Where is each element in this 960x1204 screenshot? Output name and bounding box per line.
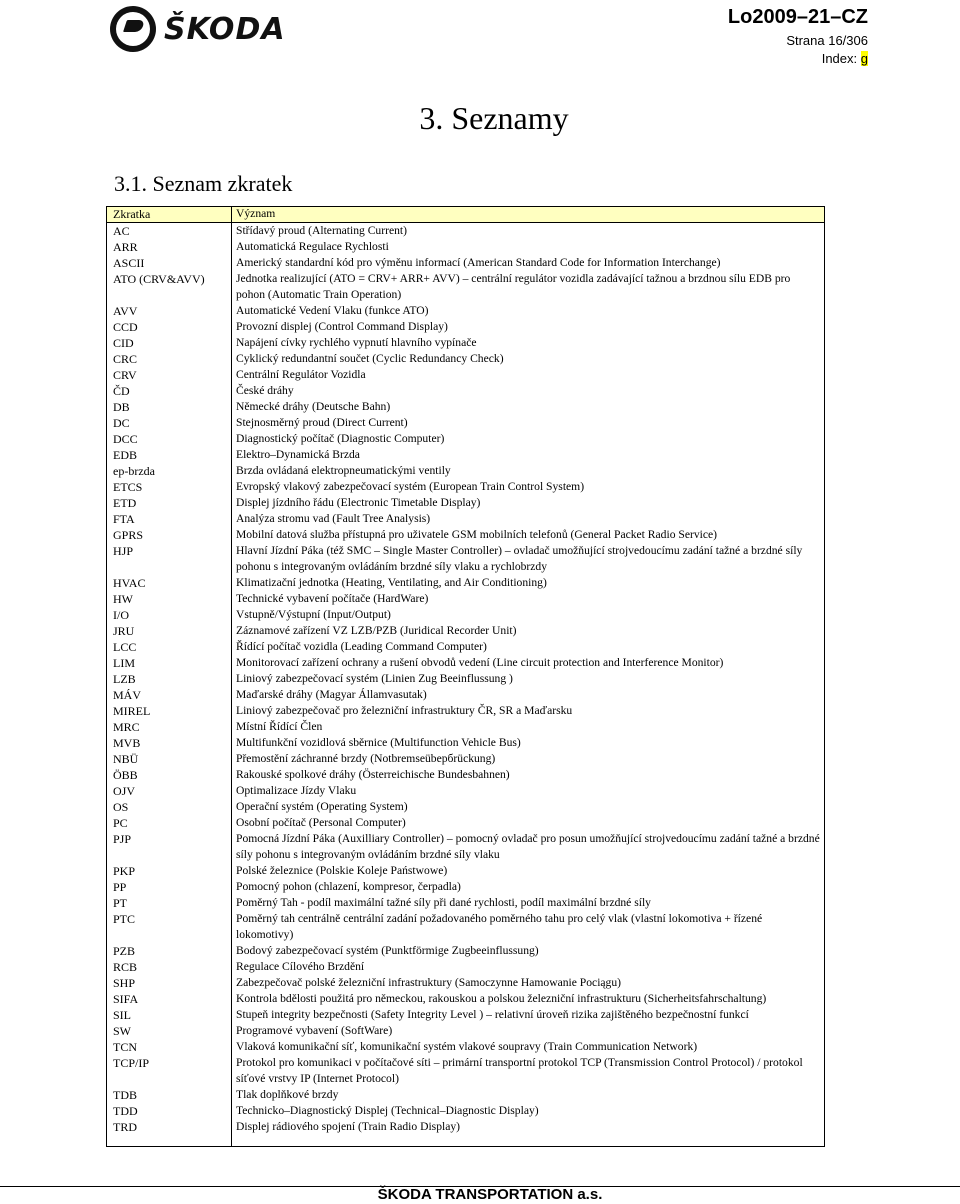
meaning-cell: Monitorovací zařízení ochrany a rušení obvodů vedení (Line circuit protection and Interference Monitor) [236, 656, 724, 669]
table-row [106, 1039, 825, 1055]
column-header-abbreviation: Zkratka [106, 206, 230, 223]
meaning-cell: Optimalizace Jízdy Vlaku [236, 784, 357, 797]
table-row [106, 1119, 825, 1135]
meaning-cell: Liniový zabezpečovač pro železniční infrastruktury ČR, SR a Maďarsku [236, 704, 573, 717]
table-row [106, 863, 825, 879]
revision-index [728, 50, 868, 68]
table-row [106, 751, 825, 767]
meaning-cell: Pomocný pohon (chlazení, kompresor, čerpadla) [236, 880, 461, 893]
table-row [106, 975, 825, 991]
meaning-cell: Multifunkční vozidlová sběrnice (Multifunction Vehicle Bus) [236, 736, 521, 749]
meaning-cell: Displej rádiového spojení (Train Radio Display) [236, 1120, 461, 1133]
abbreviation-cell: RCB [113, 960, 138, 974]
abbreviation-cell: SIFA [113, 992, 139, 1006]
meaning-cell: Přemostění záchranné brzdy (Notbremseübербrückung) [236, 752, 496, 765]
footer-company-name: ŠKODA TRANSPORTATION a.s. [377, 1186, 603, 1203]
abbreviation-cell: TCP/IP [113, 1056, 150, 1070]
meaning-cell: Provozní displej (Control Command Display) [236, 320, 448, 333]
table-row [106, 895, 825, 911]
table-row [106, 639, 825, 655]
table-row [106, 1055, 825, 1087]
table-row [106, 719, 825, 735]
table-row [106, 783, 825, 799]
abbreviation-cell: EDB [113, 448, 137, 462]
meaning-cell: Centrální Regulátor Vozidla [236, 368, 366, 381]
meaning-cell: Osobní počítač (Personal Computer) [236, 816, 406, 829]
meaning-cell: Vstupně/Výstupní (Input/Output) [236, 608, 391, 621]
meaning-cell: České dráhy [236, 384, 294, 397]
abbreviation-cell: CRV [113, 368, 137, 382]
table-row [106, 1007, 825, 1023]
table-row [106, 479, 825, 495]
table-row [106, 383, 825, 399]
table-row [106, 1087, 825, 1103]
table-row [106, 575, 825, 591]
abbreviation-cell: PP [113, 880, 127, 894]
table-row [106, 431, 825, 447]
abbreviation-cell: ČD [113, 384, 130, 398]
meaning-cell: Evropský vlakový zabezpečovací systém (European Train Control System) [236, 480, 585, 493]
abbreviation-cell: CRC [113, 352, 138, 366]
abbreviation-cell: DC [113, 416, 130, 430]
meaning-cell: Stupeň integrity bezpečnosti (Safety Integrity Level ) – relativní úroveň rizika zajištěného bezpečnostní funkcí [236, 1008, 749, 1021]
abbreviation-cell: MIREL [113, 704, 151, 718]
table-row [106, 735, 825, 751]
table-row [106, 831, 825, 863]
meaning-cell: Programové vybavení (SoftWare) [236, 1024, 393, 1037]
table-row [106, 767, 825, 783]
abbreviation-cell: ETCS [113, 480, 143, 494]
abbreviation-cell: AVV [113, 304, 138, 318]
abbreviations-table [106, 206, 825, 1135]
table-row [106, 271, 825, 303]
meaning-cell: Zabezpečovač polské železniční infrastruktury (Samoczynne Hamowanie Pociągu) [236, 976, 622, 989]
abbreviation-cell: JRU [113, 624, 135, 638]
table-row [106, 959, 825, 975]
meaning-cell: Řídící počítač vozidla (Leading Command Computer) [236, 640, 487, 653]
abbreviation-cell: CCD [113, 320, 138, 334]
table-row [106, 223, 825, 240]
skoda-logo [110, 6, 286, 52]
abbreviation-cell: TRD [113, 1120, 137, 1134]
meaning-cell: Německé dráhy (Deutsche Bahn) [236, 400, 391, 413]
abbreviation-cell: NBÜ [113, 752, 139, 766]
table-row [106, 591, 825, 607]
meaning-cell: Hlavní Jízdní Páka (též SMC – Single Master Controller) – ovladač umožňující strojvedoucímu zadání tažné a brzdné síly pohonu s integrovaným ovládáním brzdné síly vlaku a rychlobrzdy [236, 544, 803, 573]
abbreviation-cell: MVB [113, 736, 141, 750]
table-column-divider [231, 206, 232, 1147]
meaning-cell: Poměrný tah centrálně centrální zadání požadovaného poměrného tahu pro celý vlak (vlastní lokomotiva + řízené lokomotivy) [236, 912, 763, 941]
abbreviation-cell: ARR [113, 240, 138, 254]
abbreviation-cell: PTC [113, 912, 136, 926]
abbreviation-cell: DB [113, 400, 130, 414]
table-row [106, 991, 825, 1007]
meaning-cell: Cyklický redundantní součet (Cyclic Redundancy Check) [236, 352, 504, 365]
abbreviation-cell: MÁV [113, 688, 142, 702]
meaning-cell: Kontrola bdělosti použitá pro německou, rakouskou a polskou železniční infrastrukturu (Sicherheitsfahrschaltung) [236, 992, 767, 1005]
meaning-cell: Rakouské spolkové dráhy (Österreichische Bundesbahnen) [236, 768, 510, 781]
meaning-cell: Analýza stromu vad (Fault Tree Analysis) [236, 512, 431, 525]
table-row [106, 239, 825, 255]
abbreviation-cell: ASCII [113, 256, 145, 270]
table-row [106, 335, 825, 351]
abbreviation-cell: ep-brzda [113, 464, 155, 478]
table-row [106, 607, 825, 623]
meaning-cell: Maďarské dráhy (Magyar Államvasutak) [236, 688, 427, 701]
abbreviation-cell: GPRS [113, 528, 144, 542]
meaning-cell: Displej jízdního řádu (Electronic Timetable Display) [236, 496, 481, 509]
abbreviation-cell: DCC [113, 432, 138, 446]
abbreviation-cell: ETD [113, 496, 137, 510]
abbreviation-cell: HJP [113, 544, 134, 558]
meaning-cell: Pomocná Jízdní Páka (Auxilliary Controller) – pomocný ovladač pro posun umožňující strojvedoucímu zadání tažné a brzdné síly pohonu s integrovaným ovládáním brzdné síly vlaku [236, 832, 820, 861]
meaning-cell: Místní Řídící Člen [236, 720, 323, 733]
table-row [106, 687, 825, 703]
meaning-cell: Technické vybavení počítače (HardWare) [236, 592, 429, 605]
table-row [106, 447, 825, 463]
index-label: Index: [821, 51, 858, 66]
meaning-cell: Napájení cívky rychlého vypnutí hlavního vypínače [236, 336, 477, 349]
abbreviation-cell: SIL [113, 1008, 131, 1022]
abbreviation-cell: PJP [113, 832, 132, 846]
abbreviation-cell: CID [113, 336, 134, 350]
meaning-cell: Protokol pro komunikaci v počítačové síti – primární transportní protokol TCP (Transmission Control Protocol) / protokol síťové vrstvy IP (Internet Protocol) [236, 1056, 803, 1085]
logo-wordmark: ŠKODA [164, 11, 286, 47]
abbreviation-cell: PC [113, 816, 128, 830]
meaning-cell: Liniový zabezpečovací systém (Linien Zug Beeinflussung ) [236, 672, 513, 685]
meaning-cell: Stejnosměrný proud (Direct Current) [236, 416, 408, 429]
table-row [106, 1023, 825, 1039]
meaning-cell: Technicko–Diagnostický Displej (Technical–Diagnostic Display) [236, 1104, 539, 1117]
meaning-cell: Mobilní datová služba přístupná pro uživatele GSM mobilních telefonů (General Packet Radio Service) [236, 528, 718, 541]
meaning-cell: Operační systém (Operating System) [236, 800, 408, 813]
table-row [106, 879, 825, 895]
meaning-cell: Bodový zabezpečovací systém (Punktförmige Zugbeeinflussung) [236, 944, 539, 957]
meaning-cell: Střídavý proud (Alternating Current) [236, 224, 407, 237]
abbreviation-cell: AC [113, 224, 130, 238]
abbreviation-cell: SHP [113, 976, 136, 990]
abbreviation-cell: OJV [113, 784, 136, 798]
meaning-cell: Automatické Vedení Vlaku (funkce ATO) [236, 304, 429, 317]
table-row [106, 799, 825, 815]
table-row [106, 623, 825, 639]
subsection-title: 3.1. Seznam zkratek [114, 171, 293, 196]
section-title: 3. Seznamy [419, 100, 569, 136]
skoda-winged-arrow-icon [110, 6, 156, 52]
table-row [106, 1103, 825, 1119]
index-value: g [860, 51, 868, 66]
column-header-meaning: Význam [230, 206, 825, 223]
table-row [106, 703, 825, 719]
meaning-cell: Jednotka realizující (ATO = CRV+ ARR+ AVV) – centrální regulátor vozidla zadávající tažnou a brzdnou sílu EDB pro pohon (Automatic Train Operation) [236, 272, 791, 301]
table-header-row [106, 206, 825, 223]
table-row [106, 463, 825, 479]
table-row [106, 511, 825, 527]
abbreviation-cell: FTA [113, 512, 135, 526]
table-row [106, 415, 825, 431]
meaning-cell: Vlaková komunikační síť, komunikační systém vlakové soupravy (Train Communication Network) [236, 1040, 698, 1053]
meaning-cell: Brzda ovládaná elektropneumatickými ventily [236, 464, 451, 477]
abbreviation-cell: LIM [113, 656, 135, 670]
table-row [106, 943, 825, 959]
abbreviation-cell: ATO (CRV&AVV) [113, 272, 205, 286]
meaning-cell: Automatická Regulace Rychlosti [236, 240, 389, 253]
table-row [106, 655, 825, 671]
abbreviation-cell: LCC [113, 640, 137, 654]
abbreviation-cell: HVAC [113, 576, 146, 590]
table-row [106, 911, 825, 943]
table-row [106, 351, 825, 367]
abbreviation-cell: ÖBB [113, 768, 138, 782]
abbreviation-cell: PKP [113, 864, 136, 878]
table-row [106, 671, 825, 687]
page-number: Strana 16/306 [786, 33, 868, 48]
table-row [106, 527, 825, 543]
meaning-cell: Klimatizační jednotka (Heating, Ventilating, and Air Conditioning) [236, 576, 547, 589]
abbreviation-cell: TDB [113, 1088, 137, 1102]
meaning-cell: Polské železnice (Polskie Koleje Państwowe) [236, 864, 448, 877]
meaning-cell: Tlak doplňkové brzdy [236, 1088, 339, 1101]
meaning-cell: Diagnostický počítač (Diagnostic Computer) [236, 432, 445, 445]
abbreviation-cell: PT [113, 896, 128, 910]
document-id: Lo2009–21–CZ [727, 6, 868, 28]
table-row [106, 543, 825, 575]
document-header-info [728, 6, 868, 68]
table-row [106, 495, 825, 511]
abbreviation-cell: TCN [113, 1040, 137, 1054]
meaning-cell: Poměrný Tah - podíl maximální tažné síly při dané rychlosti, podíl maximální brzdné síly [236, 896, 651, 909]
table-row [106, 255, 825, 271]
abbreviation-cell: OS [113, 800, 129, 814]
abbreviation-cell: TDD [113, 1104, 138, 1118]
meaning-cell: Americký standardní kód pro výměnu informací (American Standard Code for Information Interchange) [236, 256, 721, 269]
table-row [106, 815, 825, 831]
abbreviation-cell: HW [113, 592, 133, 606]
meaning-cell: Záznamové zařízení VZ LZB/PZB (Juridical Recorder Unit) [236, 624, 517, 637]
abbreviation-cell: SW [113, 1024, 131, 1038]
table-row [106, 367, 825, 383]
abbreviation-cell: LZB [113, 672, 136, 686]
table-row [106, 399, 825, 415]
table-row [106, 303, 825, 319]
meaning-cell: Regulace Cílového Brzdění [236, 960, 365, 973]
abbreviation-cell: PZB [113, 944, 136, 958]
meaning-cell: Elektro–Dynamická Brzda [236, 448, 360, 461]
abbreviation-cell: I/O [113, 608, 129, 622]
table-row [106, 319, 825, 335]
abbreviation-cell: MRC [113, 720, 140, 734]
